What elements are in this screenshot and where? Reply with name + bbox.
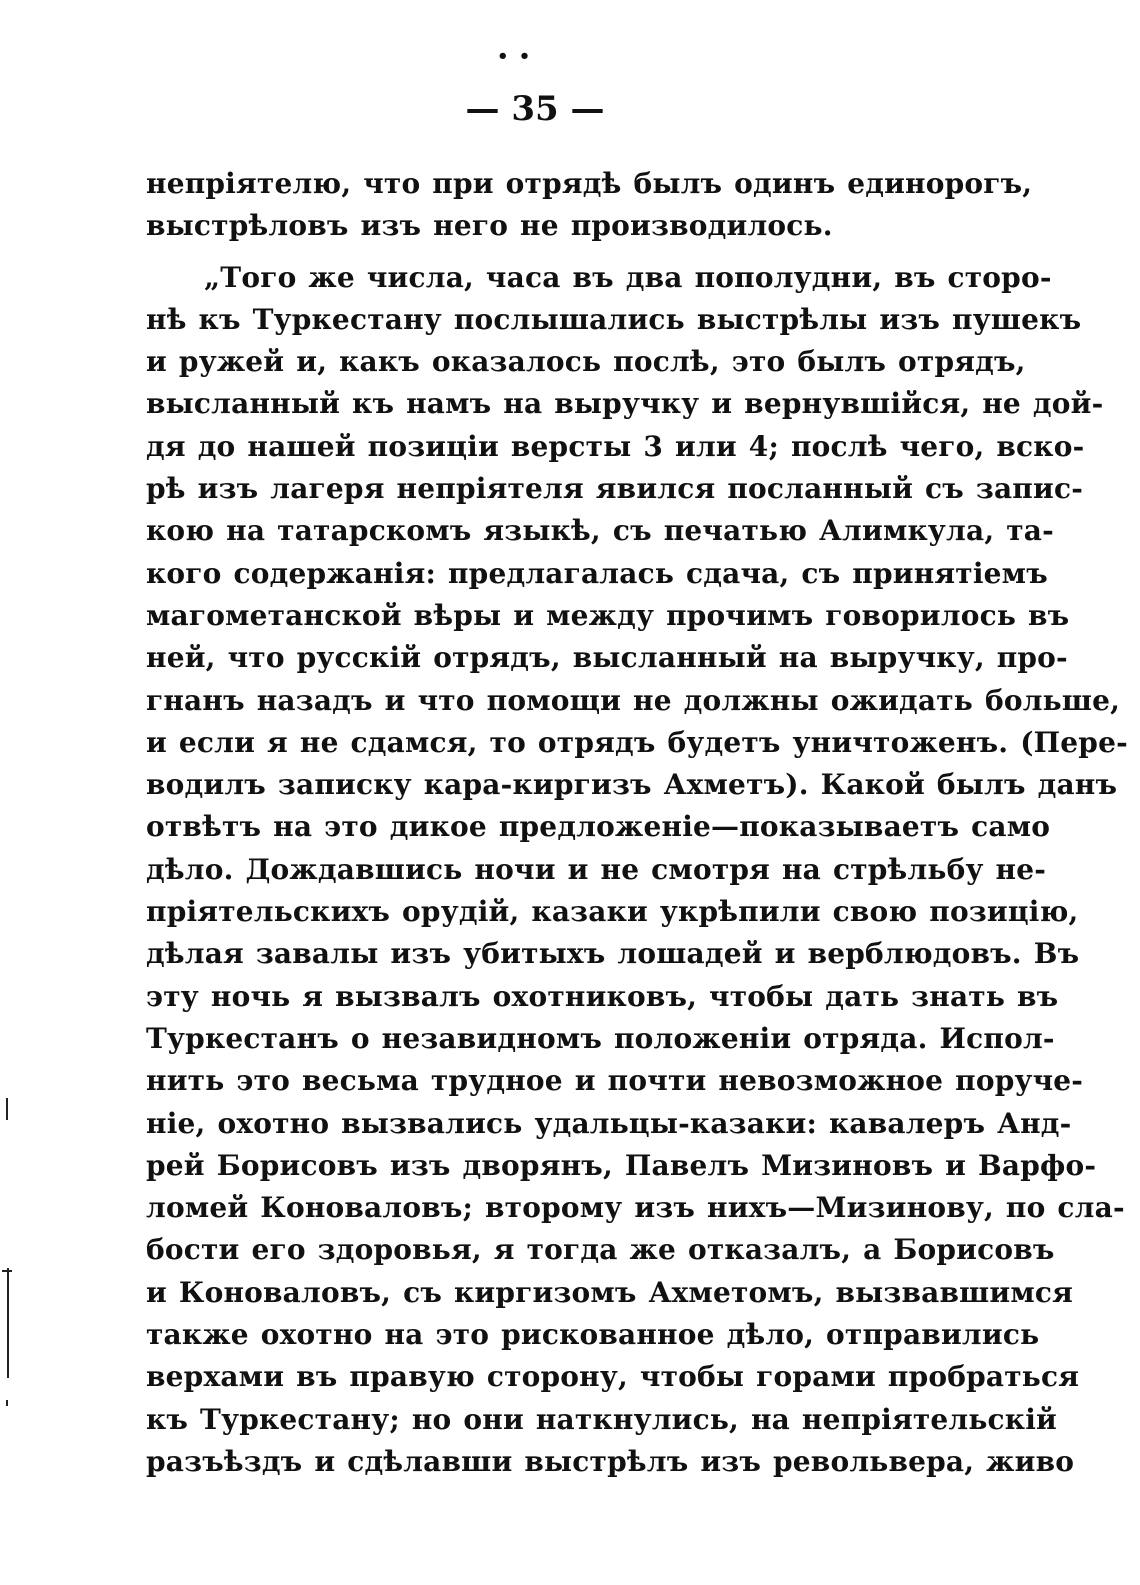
text-line: ніе, охотно вызвались удальцы-казаки: кавалеръ Анд- [146,1106,1072,1140]
scan-margin-mark [6,1400,8,1406]
page-number: — 35 — [465,89,605,129]
text-line: Туркестанъ о незавидномъ положеніи отряда. Испол- [146,1021,1055,1055]
text-line: разъѣздъ и сдѣлавши выстрѣлъ изъ револьвера, живо [146,1444,1075,1478]
text-line: кого содержанія: предлагалась сдача, съ принятіемъ [146,556,1048,590]
text-line: рѣ изъ лагеря непріятеля явился посланный съ запис- [146,472,1084,506]
scan-margin-mark [6,1098,8,1120]
text-line: магометанской вѣры и между прочимъ говорилось въ [146,598,1070,632]
text-line: непріятелю, что при отрядѣ былъ одинъ единорогъ, [146,167,1033,200]
text-line: нѣ къ Туркестану послышались выстрѣлы изъ пушекъ [146,302,1082,336]
paragraph-gap [146,248,922,257]
text-line: пріятельскихъ орудій, казаки укрѣпили свою позицію, [146,895,1079,929]
text-line: выстрѣловъ изъ него не производилось. [146,209,833,243]
text-line: также охотно на это рискованное дѣло, отправились [146,1318,1040,1352]
text-line: ней, что русскій отрядъ, высланный на выручку, про- [146,641,1068,675]
text-line: и если я не сдамся, то отрядъ будетъ уничтоженъ. (Пере- [146,725,1128,759]
text-line: высланный къ намъ на выручку и вернувшійся, не дой- [146,387,1104,421]
text-line: ломей Коноваловъ; второму изъ нихъ—Мизинову, по сла- [146,1191,1125,1225]
scan-margin-mark [7,1268,9,1378]
text-line: дѣло. Дождавшись ночи и не смотря на стрѣльбу не- [146,852,1047,886]
text-line: бости его здоровья, я тогда же отказалъ, а Борисовъ [146,1233,1055,1267]
text-line: „Того же числа, часа въ два пополудни, въ сторо- [204,260,1052,294]
text-line: нить это весьма трудное и почти невозможное поруче- [146,1064,1084,1098]
text-line: и Коноваловъ, съ киргизомъ Ахметомъ, вызвавшимся [146,1275,1074,1309]
text-line: дѣлая завалы изъ убитыхъ лошадей и верблюдовъ. Въ [146,937,1080,971]
body-text [146,163,1128,1483]
scan-margin-mark [2,1270,12,1272]
top-ink-marks: • • [497,46,533,67]
text-line: дя до нашей позиціи версты 3 или 4; послѣ чего, вско- [146,429,1085,463]
text-line: и ружей и, какъ оказалось послѣ, это былъ отрядъ, [146,345,1026,379]
text-line: гнанъ назадъ и что помощи не должны ожидать больше, [146,683,1121,717]
text-line: рей Борисовъ изъ дворянъ, Павелъ Мизиновъ и Варфо- [146,1148,1097,1182]
text-line: отвѣтъ на это дикое предложеніе—показываетъ само [146,810,1051,844]
text-line: къ Туркестану; но они наткнулись, на непріятельскій [146,1402,1058,1436]
text-line: кою на татарскомъ языкѣ, съ печатью Алимкула, та- [146,514,1054,548]
text-line: водилъ записку кара-киргизъ Ахметъ). Какой былъ данъ [146,768,1118,802]
text-line: эту ночь я вызвалъ охотниковъ, чтобы дать знать въ [146,979,1059,1013]
text-line: верхами въ правую сторону, чтобы горами пробраться [146,1360,1080,1394]
